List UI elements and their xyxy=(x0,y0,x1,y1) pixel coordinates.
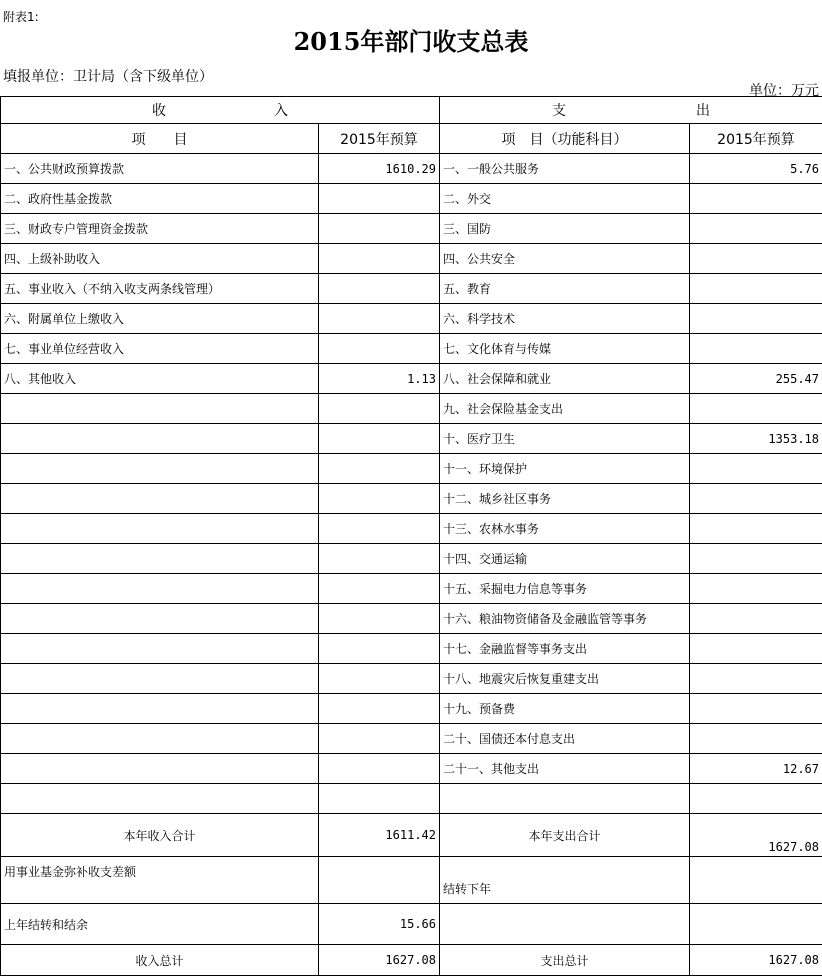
expense-budget-cell: 5.76 xyxy=(690,154,822,184)
income-total-value: 1611.42 xyxy=(319,814,440,857)
income-item-cell xyxy=(1,424,319,454)
table-row xyxy=(1,754,822,784)
table-row xyxy=(1,364,822,394)
prev-balance-value: 15.66 xyxy=(319,904,440,945)
table-row xyxy=(1,514,822,544)
table-row xyxy=(1,304,822,334)
table-row xyxy=(1,244,822,274)
income-section-header: 收 入 xyxy=(1,97,440,124)
data-rows xyxy=(1,154,822,814)
income-item-cell xyxy=(1,484,319,514)
expense-item-cell: 十、医疗卫生 xyxy=(440,424,690,454)
income-budget-cell xyxy=(319,694,440,724)
expense-budget-cell xyxy=(690,274,822,304)
expense-budget-cell xyxy=(690,604,822,634)
table-row xyxy=(1,724,822,754)
income-budget-cell xyxy=(319,514,440,544)
grand-income-label: 收入总计 xyxy=(1,945,319,976)
expense-item-cell: 二、外交 xyxy=(440,184,690,214)
income-budget-cell xyxy=(319,244,440,274)
empty-cell xyxy=(690,904,822,945)
income-item-cell xyxy=(1,754,319,784)
expense-item-cell: 十八、地震灾后恢复重建支出 xyxy=(440,664,690,694)
table-row xyxy=(1,394,822,424)
table-row xyxy=(1,694,822,724)
table-row xyxy=(1,544,822,574)
income-budget-cell xyxy=(319,274,440,304)
grand-expense-label: 支出总计 xyxy=(440,945,690,976)
expense-budget-cell xyxy=(690,634,822,664)
income-item-cell xyxy=(1,514,319,544)
income-budget-cell: 1.13 xyxy=(319,364,440,394)
expense-item-cell: 十三、农林水事务 xyxy=(440,514,690,544)
table-row xyxy=(1,454,822,484)
income-budget-cell xyxy=(319,214,440,244)
expense-budget-cell xyxy=(690,184,822,214)
page-title: 2015年部门收支总表 xyxy=(0,22,822,57)
income-item-cell: 五、事业收入（不纳入收支两条线管理） xyxy=(1,274,319,304)
income-budget-cell xyxy=(319,634,440,664)
income-item-cell xyxy=(1,394,319,424)
expense-item-cell: 六、科学技术 xyxy=(440,304,690,334)
table-row xyxy=(1,424,822,454)
income-item-cell xyxy=(1,454,319,484)
expense-budget-cell xyxy=(690,724,822,754)
expense-item-cell: 十七、金融监督等事务支出 xyxy=(440,634,690,664)
expense-item-cell: 二十一、其他支出 xyxy=(440,754,690,784)
table-row xyxy=(1,214,822,244)
table-row xyxy=(1,664,822,694)
income-item-cell: 三、财政专户管理资金拨款 xyxy=(1,214,319,244)
expense-budget-cell xyxy=(690,244,822,274)
annex-label: 附表1: xyxy=(3,8,39,25)
expense-item-cell: 十五、采掘电力信息等事务 xyxy=(440,574,690,604)
currency-unit: 单位：万元 xyxy=(749,80,819,100)
fund-label: 用事业基金弥补收支差额 xyxy=(1,857,319,904)
carry-forward-label: 结转下年 xyxy=(440,857,690,904)
expense-item-cell: 十四、交通运输 xyxy=(440,544,690,574)
income-total-label: 本年收入合计 xyxy=(1,814,319,857)
income-item-cell: 七、事业单位经营收入 xyxy=(1,334,319,364)
income-item-cell xyxy=(1,664,319,694)
expense-item-cell: 七、文化体育与传媒 xyxy=(440,334,690,364)
income-budget-cell xyxy=(319,394,440,424)
expense-item-cell: 十六、粮油物资储备及金融监管等事务 xyxy=(440,604,690,634)
reporting-unit: 填报单位：卫计局（含下级单位） xyxy=(3,66,213,86)
expense-item-cell: 二十、国债还本付息支出 xyxy=(440,724,690,754)
col-header-income-budget: 2015年预算 xyxy=(319,124,440,154)
expense-item-cell: 八、社会保障和就业 xyxy=(440,364,690,394)
expense-item-cell: 五、教育 xyxy=(440,274,690,304)
income-budget-cell xyxy=(319,334,440,364)
income-budget-cell xyxy=(319,544,440,574)
income-budget-cell xyxy=(319,454,440,484)
expense-item-cell: 九、社会保险基金支出 xyxy=(440,394,690,424)
expense-budget-cell xyxy=(690,484,822,514)
grand-total-row xyxy=(1,945,822,976)
column-header-row xyxy=(1,124,822,154)
expense-budget-cell xyxy=(690,664,822,694)
expense-item-cell: 一、一般公共服务 xyxy=(440,154,690,184)
expense-budget-cell xyxy=(690,334,822,364)
expense-budget-cell xyxy=(690,694,822,724)
income-budget-cell xyxy=(319,574,440,604)
income-item-cell xyxy=(1,574,319,604)
income-budget-cell xyxy=(319,604,440,634)
income-item-cell xyxy=(1,694,319,724)
income-budget-cell xyxy=(319,664,440,694)
income-budget-cell xyxy=(319,724,440,754)
expense-budget-cell: 12.67 xyxy=(690,754,822,784)
year-total-row xyxy=(1,814,822,857)
table-row xyxy=(1,574,822,604)
col-header-expense-budget: 2015年预算 xyxy=(690,124,822,154)
income-item-cell xyxy=(1,724,319,754)
prev-balance-label: 上年结转和结余 xyxy=(1,904,319,945)
expense-budget-cell: 1353.18 xyxy=(690,424,822,454)
expense-section-header: 支 出 xyxy=(440,97,822,124)
expense-budget-cell xyxy=(690,784,822,814)
expense-budget-cell: 255.47 xyxy=(690,364,822,394)
col-header-expense-item: 项 目（功能科目） xyxy=(440,124,690,154)
income-budget-cell: 1610.29 xyxy=(319,154,440,184)
table-row xyxy=(1,634,822,664)
income-item-cell: 二、政府性基金拨款 xyxy=(1,184,319,214)
table-row xyxy=(1,604,822,634)
expense-budget-cell xyxy=(690,574,822,604)
expense-budget-cell xyxy=(690,454,822,484)
expense-budget-cell xyxy=(690,394,822,424)
income-item-cell: 六、附属单位上缴收入 xyxy=(1,304,319,334)
prev-balance-row xyxy=(1,904,822,945)
income-item-cell xyxy=(1,604,319,634)
expense-total-label: 本年支出合计 xyxy=(440,814,690,857)
table-row xyxy=(1,784,822,814)
col-header-income-item: 项 目 xyxy=(1,124,319,154)
table-row xyxy=(1,334,822,364)
grand-income-value: 1627.08 xyxy=(319,945,440,976)
fund-row xyxy=(1,857,822,904)
income-budget-cell xyxy=(319,754,440,784)
income-item-cell: 八、其他收入 xyxy=(1,364,319,394)
expense-budget-cell xyxy=(690,214,822,244)
income-budget-cell xyxy=(319,784,440,814)
section-header-row xyxy=(1,97,822,124)
income-item-cell: 一、公共财政预算拨款 xyxy=(1,154,319,184)
income-item-cell xyxy=(1,634,319,664)
income-budget-cell xyxy=(319,304,440,334)
expense-item-cell: 十九、预备费 xyxy=(440,694,690,724)
fund-value xyxy=(319,857,440,904)
income-budget-cell xyxy=(319,184,440,214)
expense-budget-cell xyxy=(690,514,822,544)
expense-total-value: 1627.08 xyxy=(690,814,822,857)
expense-budget-cell xyxy=(690,304,822,334)
table-row xyxy=(1,154,822,184)
income-item-cell xyxy=(1,784,319,814)
carry-forward-value xyxy=(690,857,822,904)
empty-cell xyxy=(440,904,690,945)
income-budget-cell xyxy=(319,484,440,514)
table-row xyxy=(1,274,822,304)
expense-item-cell xyxy=(440,784,690,814)
budget-table xyxy=(0,96,822,976)
table-row xyxy=(1,184,822,214)
expense-item-cell: 四、公共安全 xyxy=(440,244,690,274)
expense-item-cell: 十一、环境保护 xyxy=(440,454,690,484)
income-item-cell: 四、上级补助收入 xyxy=(1,244,319,274)
grand-expense-value: 1627.08 xyxy=(690,945,822,976)
income-budget-cell xyxy=(319,424,440,454)
expense-item-cell: 十二、城乡社区事务 xyxy=(440,484,690,514)
income-item-cell xyxy=(1,544,319,574)
expense-budget-cell xyxy=(690,544,822,574)
expense-item-cell: 三、国防 xyxy=(440,214,690,244)
table-row xyxy=(1,484,822,514)
